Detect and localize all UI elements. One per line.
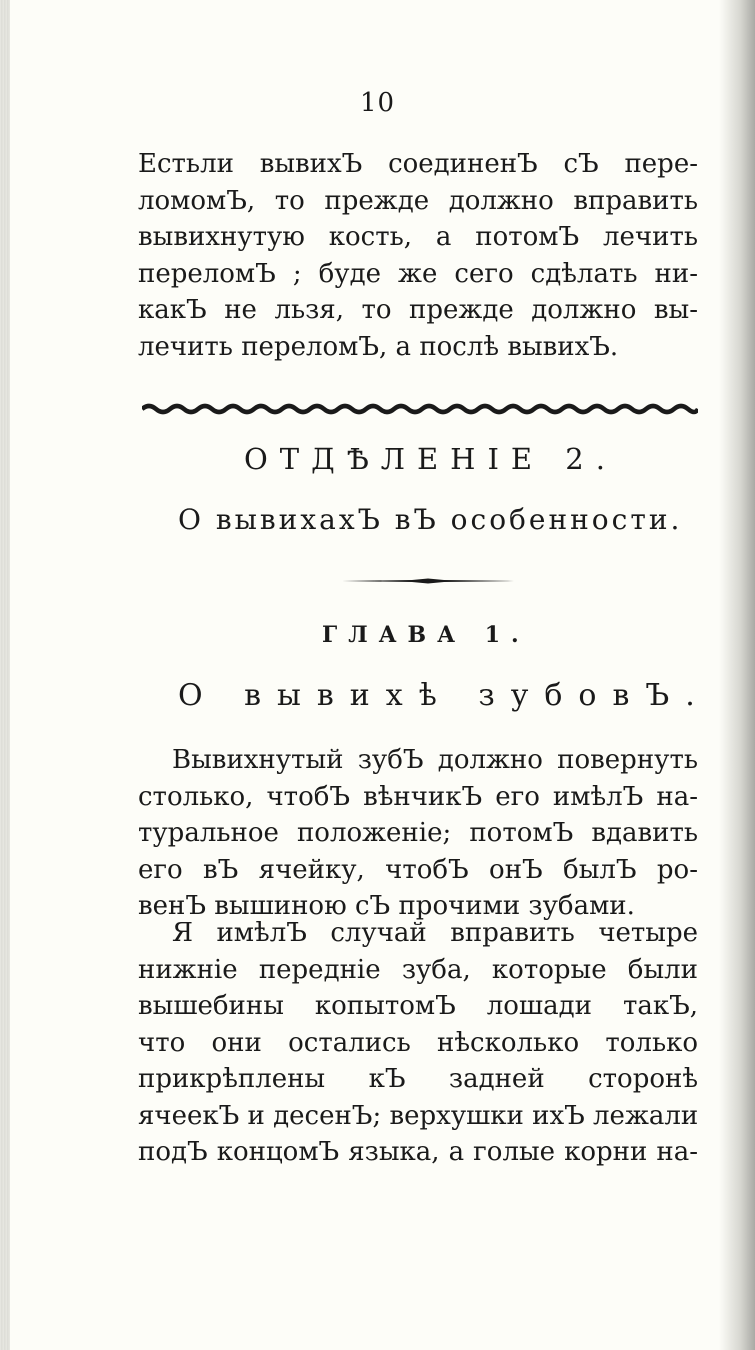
section-heading: ОТДѢЛЕНІЕ 2. [244, 442, 617, 476]
divider-rule [342, 578, 514, 584]
text-line: лечить переломЪ, а послѣ вывихЪ. [138, 331, 619, 362]
text-line: Естьли вывихЪ соединенЪ сЪ пере- [138, 149, 698, 179]
paragraph-2 [138, 742, 698, 925]
text-line: нижніе передніе зуба, которые были [138, 954, 698, 985]
text-line: туральное положеніе; потомЪ вдавить [138, 818, 698, 848]
text-line: прикрѣплены кЪ задней сторонѣ [138, 1064, 698, 1094]
chapter-title: О вывихѣ зубовЪ. [178, 678, 711, 713]
text-line: столько, чтобЪ вѣнчикЪ его имѣлЪ на- [138, 781, 698, 812]
text-line: что они остались нѣсколько только [138, 1027, 698, 1058]
text-line: Вывихнутый зубЪ должно повернуть [172, 745, 698, 775]
text-line: переломЪ ; буде же сего сдѣлать ни- [138, 258, 698, 289]
text-line: Я имѣлЪ случай вправить четыре [172, 918, 698, 948]
text-line: вышебины копытомЪ лошади такЪ, [138, 991, 698, 1021]
ornamental-rule [142, 402, 698, 416]
page-edge-shadow [719, 0, 755, 1350]
page-number: 10 [359, 88, 396, 118]
paragraph-3 [138, 915, 698, 1171]
page-binding-edge [0, 0, 10, 1350]
chapter-heading: ГЛАВА 1. [322, 622, 530, 648]
text-line: подЪ концомЪ языка, а голые корни на- [138, 1137, 698, 1167]
paragraph-1 [138, 146, 698, 365]
text-line: ломомЪ, то прежде должно вправить [138, 185, 698, 216]
text-line: ячеекЪ и десенЪ; верхушки ихЪ лежали [138, 1100, 699, 1131]
text-line: венЪ вышиною сЪ прочими зубами. [138, 891, 635, 921]
text-line: его вЪ ячейку, чтобЪ онЪ былЪ ро- [138, 854, 698, 885]
text-line: какЪ не льзя, то прежде должно вы- [138, 295, 698, 325]
section-title: О вывихахЪ вЪ особенности. [178, 503, 683, 536]
text-line: вывихнутую кость, а потомЪ лечить [138, 222, 698, 252]
